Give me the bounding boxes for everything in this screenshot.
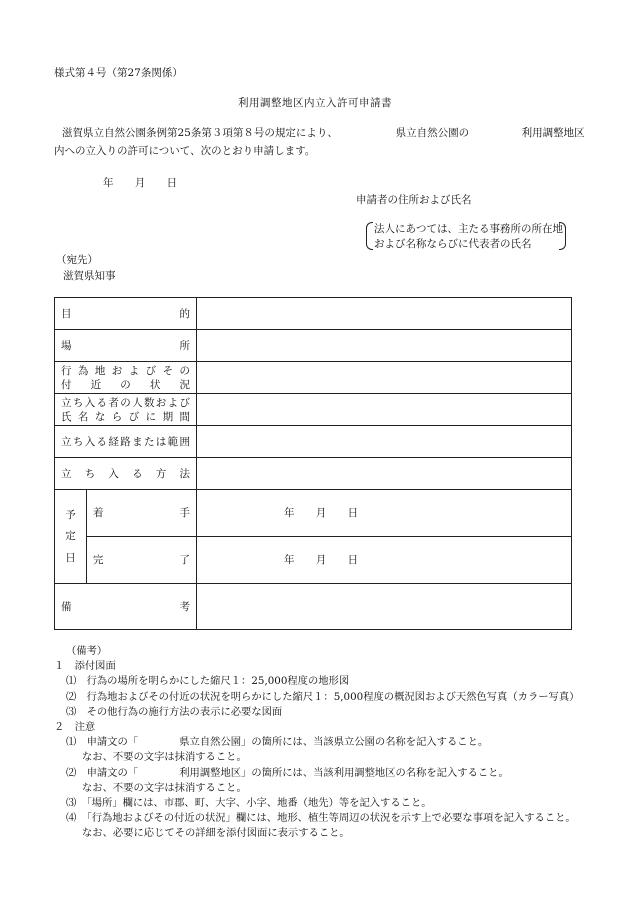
site-condition-label-line-1: 行為地およびその — [61, 364, 190, 377]
notes-item: なお、不要の文字は抹消すること。 — [82, 781, 247, 794]
notes-item: ⑴ 行為の場所を明らかにした縮尺１：25,000程度の地形図 — [66, 675, 350, 688]
notes-item: ⑷ 「行為地およびその付近の状況」欄には、地形、植生等周辺の状況を示す上で必要な事項を記入すること。 — [66, 812, 576, 825]
application-form-table — [54, 297, 572, 630]
left-bracket — [366, 222, 373, 250]
intro-line-1: 滋賀県立自然公園条例第25条第３項第８号の規定により、 県立自然公園の 利用調整地区 — [62, 127, 585, 139]
form-number: 様式第４号（第27条関係） — [54, 67, 183, 79]
method-label: 立ち入る方法 — [55, 458, 197, 490]
notes-item: ⑵ 申請文の「 利用調整地区」の箇所には、当該利用調整地区の名称を記入すること。 — [66, 766, 509, 779]
table-row — [55, 298, 572, 330]
purpose-label: 目的 — [55, 298, 197, 330]
route-field[interactable] — [197, 426, 572, 458]
start-date-field[interactable]: 年 月 日 — [197, 490, 572, 537]
location-label: 場所 — [55, 330, 197, 362]
site-condition-field[interactable] — [197, 362, 572, 394]
notes-section — [54, 644, 579, 842]
notes-item: ⑵ 行為地およびその付近の状況を明らかにした縮尺１：5,000程度の概況図および天然色写真（カラー写真） — [66, 690, 580, 703]
route-label: 立ち入る経路または範囲 — [55, 426, 197, 458]
addressee: 滋賀県知事 — [63, 270, 116, 282]
notes-section-2: ２ 注意 — [54, 721, 96, 734]
notes-item: ⑴ 申請文の「 県立自然公園」の箇所には、当該県立公園の名称を記入すること。 — [66, 736, 489, 749]
persons-label-line-1: 立ち入る者の人数および — [61, 396, 190, 409]
start-label: 着手 — [87, 490, 197, 537]
schedule-label — [55, 490, 87, 584]
site-condition-label — [55, 362, 197, 394]
intro-line-2: 内への立入りの許可について、次のとおり申請します。 — [54, 145, 316, 157]
notes-item: ⑶ その他行為の施行方法の表示に必要な図面 — [66, 705, 283, 718]
addressee-label: （宛先） — [56, 254, 98, 266]
notes-section-1: １ 添付図面 — [54, 660, 116, 673]
persons-field[interactable] — [197, 394, 572, 426]
table-row — [55, 584, 572, 630]
notes-item: なお、必要に応じてその詳細を添付図面に表示すること。 — [82, 827, 350, 840]
corporate-note-bracket — [368, 222, 564, 250]
corporate-note-line-2: および名称ならびに代表者の氏名 — [374, 238, 532, 250]
remarks-label: 備考 — [55, 584, 197, 630]
table-row — [55, 394, 572, 426]
application-date[interactable]: 年 月 日 — [103, 177, 178, 189]
site-condition-label-line-2: 付近の状況 — [61, 378, 190, 391]
table-row — [55, 362, 572, 394]
persons-label — [55, 394, 197, 426]
document-title: 利用調整地区内立入許可申請書 — [238, 97, 392, 109]
notes-item: なお、不要の文字は抹消すること。 — [82, 751, 247, 764]
remarks-field[interactable] — [197, 584, 572, 630]
corporate-note-line-1: 法人にあつては、主たる事務所の所在地 — [374, 223, 563, 235]
schedule-char-3: 日 — [65, 551, 76, 564]
table-row — [55, 426, 572, 458]
table-row — [55, 537, 572, 584]
persons-label-line-2: 氏名ならびに期間 — [61, 410, 190, 423]
location-field[interactable] — [197, 330, 572, 362]
notes-heading: （備考） — [66, 645, 108, 657]
applicant-label: 申請者の住所および氏名 — [356, 194, 472, 206]
end-date-field[interactable]: 年 月 日 — [197, 537, 572, 584]
method-field[interactable] — [197, 458, 572, 490]
table-row — [55, 330, 572, 362]
table-row — [55, 490, 572, 537]
purpose-field[interactable] — [197, 298, 572, 330]
table-row — [55, 458, 572, 490]
end-label: 完了 — [87, 537, 197, 584]
schedule-char-1: 予 — [65, 508, 76, 521]
notes-item: ⑶ 「場所」欄には、市郡、町、大字、小字、地番（地先）等を記入すること。 — [66, 797, 432, 810]
schedule-char-2: 定 — [65, 530, 76, 543]
corporate-note — [374, 222, 563, 252]
